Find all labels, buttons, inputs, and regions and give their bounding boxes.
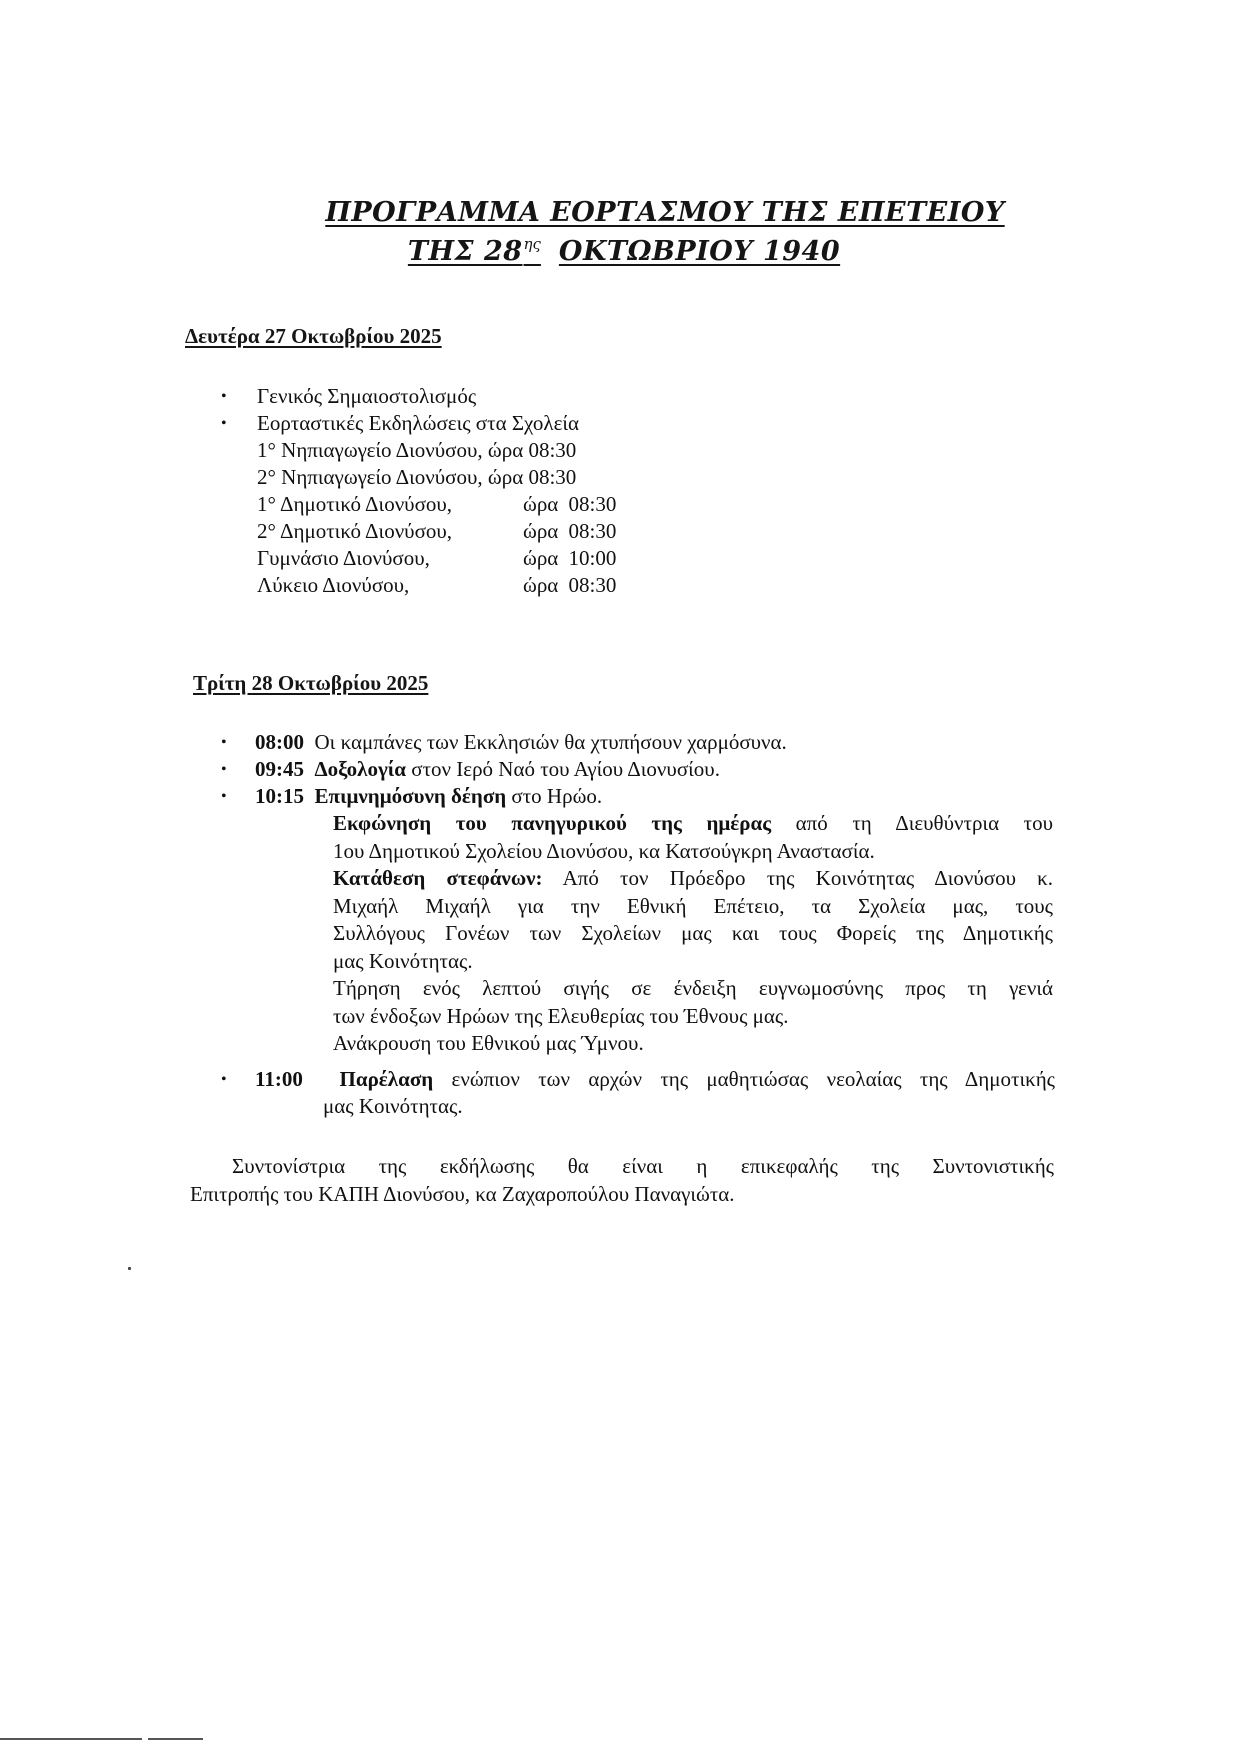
bullet-icon: • bbox=[221, 788, 227, 805]
monday-heading: Δευτέρα 27 Οκτωβρίου 2025 bbox=[185, 324, 442, 348]
wreath-line-2: Μιχαήλ Μιχαήλ για την Εθνική Επέτειο, τα Σχολεία μας, τους bbox=[333, 893, 1053, 918]
school-row bbox=[257, 491, 452, 518]
school-row bbox=[257, 572, 409, 599]
closing-line-2: Επιτροπής του ΚΑΠΗ Διονύσου, κα Ζαχαροπούλου Παναγιώτα. bbox=[190, 1181, 735, 1206]
school-row bbox=[257, 518, 452, 545]
event-text: στον Ιερό Ναό του Αγίου Διονυσίου. bbox=[411, 757, 720, 781]
bullet-icon: • bbox=[221, 734, 227, 751]
wreath-text: Από τον Πρόεδρο της Κοινότητας Διονύσου κ. bbox=[562, 866, 1053, 890]
event-time: 08:00 bbox=[255, 730, 304, 754]
school-time: ώρα 08:30 bbox=[523, 573, 617, 597]
parade-line-2: μας Κοινότητας. bbox=[323, 1094, 463, 1118]
school-time: ώρα 08:30 bbox=[523, 492, 617, 516]
school-name: 1° Νηπιαγωγείο Διονύσου, bbox=[257, 438, 483, 462]
scan-speck bbox=[128, 1267, 131, 1270]
wreath-line-4: μας Κοινότητας. bbox=[333, 948, 473, 973]
school-name: Λύκειο Διονύσου, bbox=[257, 573, 410, 597]
closing-paragraph bbox=[190, 1153, 1054, 1208]
event-title: Παρέλαση bbox=[339, 1067, 434, 1091]
tuesday-heading: Τρίτη 28 Οκτωβρίου 2025 bbox=[193, 671, 429, 695]
bullet-icon: • bbox=[221, 415, 227, 432]
wreath-line-3: Συλλόγους Γονέων των Σχολείων μας και τους Φορείς της Δημοτικής bbox=[333, 921, 1053, 945]
title-text: ΠΡΟΓΡΑΜΜΑ ΕΟΡΤΑΣΜΟΥ ΤΗΣ ΕΠΕΤΕΙΟΥ bbox=[325, 197, 1005, 228]
speech-text: από τη Διευθύντρια του bbox=[795, 811, 1053, 835]
event-time: 11:00 bbox=[255, 1067, 303, 1091]
bullet-icon: • bbox=[221, 388, 227, 405]
ceremony-details bbox=[333, 810, 1053, 1058]
event-row bbox=[255, 1066, 1055, 1094]
monday-item-school-events: Εορταστικές Εκδηλώσεις στα Σχολεία bbox=[257, 411, 580, 435]
event-time: 09:45 bbox=[255, 757, 304, 781]
speech-line-2: 1ου Δημοτικού Σχολείου Διονύσου, κα Κατσούγκρη Αναστασία. bbox=[333, 838, 875, 863]
school-row bbox=[257, 545, 430, 572]
school-time: ώρα 08:30 bbox=[523, 519, 617, 543]
bullet-icon: • bbox=[221, 761, 227, 778]
document-title-line-1 bbox=[45, 197, 1240, 228]
school-name: 2° Δημοτικό Διονύσου, bbox=[257, 519, 453, 543]
event-row bbox=[255, 756, 720, 783]
school-name: 1° Δημοτικό Διονύσου, bbox=[257, 492, 453, 516]
wreath-title: Κατάθεση στεφάνων: bbox=[333, 866, 543, 890]
event-time: 10:15 bbox=[255, 784, 304, 808]
title-ordinal-suffix: ης bbox=[523, 235, 541, 253]
school-time: ώρα 10:00 bbox=[523, 546, 617, 570]
anthem-line: Ανάκρουση του Εθνικού μας Ύμνου. bbox=[333, 1031, 644, 1055]
event-text: ενώπιον των αρχών της μαθητιώσας νεολαίας της Δημοτικής bbox=[451, 1067, 1056, 1091]
closing-line-1: Συντονίστρια της εκδήλωσης θα είναι η επικεφαλής της Συντονιστικής bbox=[232, 1154, 1054, 1178]
bullet-icon: • bbox=[221, 1071, 227, 1088]
silence-line-1: Τήρηση ενός λεπτού σιγής σε ένδειξη ευγνωμοσύνης προς τη γενιά bbox=[333, 976, 1053, 1000]
event-row bbox=[255, 783, 602, 810]
title-month-year: ΟΚΤΩΒΡΙΟΥ 1940 bbox=[558, 236, 841, 267]
document-title-line-2 bbox=[4, 235, 1240, 267]
school-time: ώρα 08:30 bbox=[487, 465, 577, 489]
footer-rule-right bbox=[148, 1738, 203, 1740]
school-row bbox=[257, 464, 576, 491]
speech-title: Εκφώνηση του πανηγυρικού της ημέρας bbox=[333, 811, 772, 835]
footer-rule-left bbox=[0, 1738, 142, 1740]
event-row bbox=[255, 729, 787, 756]
title-date-prefix: ΤΗΣ 28 bbox=[407, 236, 523, 267]
silence-line-2: των ένδοξων Ηρώων της Ελευθερίας του Έθνους μας. bbox=[333, 1003, 789, 1028]
event-text: στο Ηρώο. bbox=[511, 784, 603, 808]
parade-line-1 bbox=[255, 1066, 1055, 1094]
school-name: Γυμνάσιο Διονύσου, bbox=[257, 546, 430, 570]
school-name: 2° Νηπιαγωγείο Διονύσου, bbox=[257, 465, 483, 489]
monday-item-flags: Γενικός Σημαιοστολισμός bbox=[257, 384, 477, 408]
wreath-line-1 bbox=[333, 865, 1053, 893]
speech-line-1 bbox=[333, 810, 1053, 838]
event-title: Επιμνημόσυνη δέηση bbox=[314, 784, 507, 808]
school-row bbox=[257, 437, 576, 464]
school-time: ώρα 08:30 bbox=[487, 438, 577, 462]
event-text: Οι καμπάνες των Εκκλησιών θα χτυπήσουν χαρμόσυνα. bbox=[314, 730, 787, 754]
event-title: Δοξολογία bbox=[314, 757, 406, 781]
